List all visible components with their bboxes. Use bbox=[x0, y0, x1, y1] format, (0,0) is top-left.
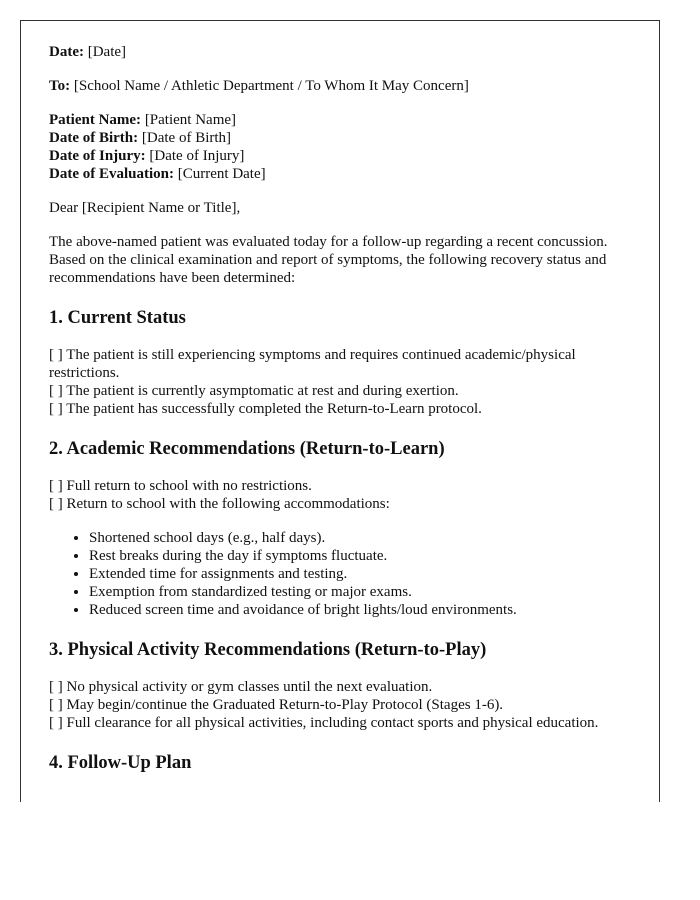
academic-options bbox=[49, 477, 639, 513]
date-of-injury-label: Date of Injury: bbox=[49, 148, 146, 164]
checkbox-icon[interactable]: [ ] bbox=[49, 697, 63, 713]
checkbox-icon[interactable]: [ ] bbox=[49, 401, 63, 417]
list-item: • Extended time for assignments and testing. bbox=[89, 565, 639, 583]
status-option[interactable] bbox=[49, 382, 639, 400]
intro-paragraph: The above-named patient was evaluated today for a follow-up regarding a recent concussion. Based on the clinical examination and report of symptoms, the following recovery status and recommendations have been determined: bbox=[49, 234, 608, 286]
list-item: • Exemption from standardized testing or major exams. bbox=[89, 583, 639, 601]
patient-name-label: Patient Name: bbox=[49, 112, 142, 128]
list-item: • Rest breaks during the day if symptoms fluctuate. bbox=[89, 547, 639, 565]
date-of-injury-value: [Date of Injury] bbox=[149, 148, 245, 164]
date-of-evaluation-label: Date of Evaluation: bbox=[49, 166, 174, 182]
checkbox-icon[interactable]: [ ] bbox=[49, 347, 63, 363]
patient-info bbox=[49, 111, 639, 183]
status-option[interactable] bbox=[49, 400, 639, 418]
date-line bbox=[49, 43, 639, 61]
date-of-birth-line bbox=[49, 129, 639, 147]
current-status-options bbox=[49, 346, 639, 418]
checkbox-icon[interactable]: [ ] bbox=[49, 478, 63, 494]
physical-option[interactable] bbox=[49, 678, 639, 696]
to-value: [School Name / Athletic Department / To Whom It May Concern] bbox=[73, 78, 469, 94]
checkbox-icon[interactable]: [ ] bbox=[49, 496, 63, 512]
checkbox-icon[interactable]: [ ] bbox=[49, 679, 63, 695]
option-text: Full return to school with no restrictions. bbox=[66, 478, 312, 494]
date-of-birth-value: [Date of Birth] bbox=[141, 130, 232, 146]
letter-page bbox=[20, 20, 660, 802]
option-text: The patient is still experiencing symptoms and requires continued academic/physical restrictions. bbox=[49, 347, 576, 381]
date-of-evaluation-value: [Current Date] bbox=[177, 166, 266, 182]
option-text: Full clearance for all physical activities, including contact sports and physical education. bbox=[66, 715, 599, 731]
option-text: The patient has successfully completed the Return-to-Learn protocol. bbox=[66, 401, 482, 417]
date-of-injury-line bbox=[49, 147, 639, 165]
patient-name-line bbox=[49, 111, 639, 129]
list-item: • Shortened school days (e.g., half days). bbox=[89, 529, 639, 547]
accommodations-list bbox=[49, 529, 639, 619]
section-heading-current-status: 1. Current Status bbox=[49, 308, 186, 328]
option-text: No physical activity or gym classes until the next evaluation. bbox=[66, 679, 433, 695]
checkbox-icon[interactable]: [ ] bbox=[49, 383, 63, 399]
option-text: May begin/continue the Graduated Return-to-Play Protocol (Stages 1-6). bbox=[66, 697, 504, 713]
patient-name-value: [Patient Name] bbox=[144, 112, 237, 128]
section-heading-follow-up: 4. Follow-Up Plan bbox=[49, 753, 192, 773]
physical-option[interactable] bbox=[49, 696, 639, 714]
section-heading-physical-activity: 3. Physical Activity Recommendations (Return-to-Play) bbox=[49, 640, 487, 660]
date-of-evaluation-line bbox=[49, 165, 639, 183]
letter-content bbox=[21, 21, 659, 774]
option-text: The patient is currently asymptomatic at rest and during exertion. bbox=[66, 383, 459, 399]
date-value: [Date] bbox=[87, 44, 127, 60]
date-of-birth-label: Date of Birth: bbox=[49, 130, 139, 146]
physical-option[interactable] bbox=[49, 714, 639, 732]
recipient-line bbox=[49, 77, 639, 95]
section-heading-academic: 2. Academic Recommendations (Return-to-Learn) bbox=[49, 439, 445, 459]
status-option[interactable] bbox=[49, 346, 639, 382]
physical-activity-options bbox=[49, 678, 639, 732]
academic-option[interactable] bbox=[49, 495, 639, 513]
academic-option[interactable] bbox=[49, 477, 639, 495]
date-label: Date: bbox=[49, 44, 84, 60]
to-label: To: bbox=[49, 78, 71, 94]
salutation: Dear [Recipient Name or Title], bbox=[49, 200, 241, 216]
option-text: Return to school with the following accommodations: bbox=[66, 496, 390, 512]
checkbox-icon[interactable]: [ ] bbox=[49, 715, 63, 731]
list-item: • Reduced screen time and avoidance of bright lights/loud environments. bbox=[89, 601, 639, 619]
